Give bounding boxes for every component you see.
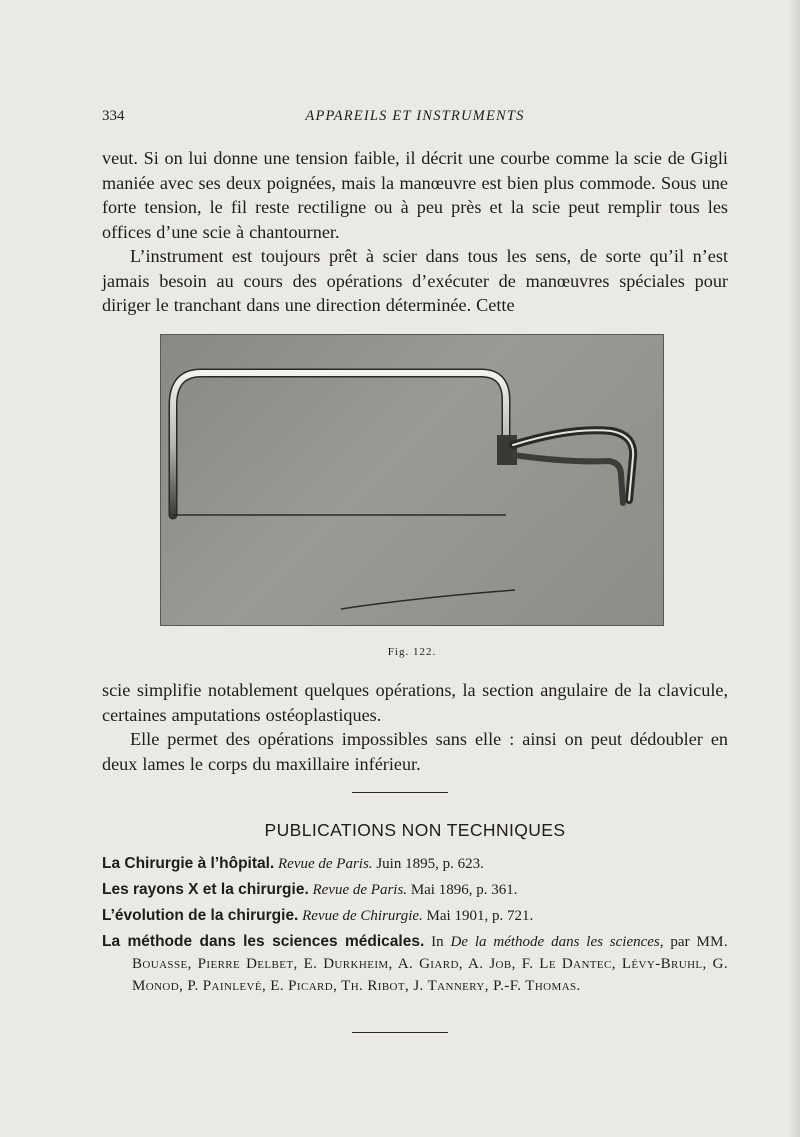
publication-item <box>102 931 728 997</box>
publication-title: L’évolution de la chirurgie. <box>102 907 299 924</box>
publication-details: Mai 1896, p. 361. <box>410 882 518 898</box>
publications-list <box>102 853 728 1001</box>
page-header <box>102 108 728 128</box>
section-title: PUBLICATIONS NON TECHNIQUES <box>264 820 566 840</box>
publication-details: Juin 1895, p. 623. <box>376 856 484 872</box>
publication-item <box>102 853 728 875</box>
page-number: 334 <box>102 108 125 124</box>
hacksaw-illustration <box>161 335 665 627</box>
publication-book: De la méthode dans les sciences, <box>450 934 664 950</box>
saw-connector <box>497 435 517 465</box>
paragraph-1: veut. Si on lui donne une tension faible, il décrit une courbe comme la scie de Gigli maniée avec ses deux poignées, mais la manœuvre est bien plus commode. Sous une forte tension, le fil reste rectiligne ou à peu près et la scie peut remplir tous les offices d’une scie à chantourner. <box>102 148 728 242</box>
publication-journal: Revue de Paris. <box>312 882 408 898</box>
divider-rule <box>352 792 448 793</box>
publication-journal: Revue de Paris. <box>278 856 373 872</box>
publication-title: Les rayons X et la chirurgie. <box>102 881 309 898</box>
saw-frame <box>173 373 506 515</box>
publication-title: La Chirurgie à l’hôpital. <box>102 855 275 872</box>
paragraph-2: L’instrument est toujours prêt à scier dans tous les sens, de sorte qu’il n’est jamais besoin au cours des opérations d’exécuter de manœuvres spéciales pour diriger le tranchant dans une direction déterminée. Cette <box>102 246 728 315</box>
publication-item <box>102 879 728 901</box>
figure-saw-photo <box>160 334 664 626</box>
publication-item <box>102 905 728 927</box>
paragraph-4: Elle permet des opérations impossibles sans elle : ainsi on peut dédoubler en deux lames le corps du maxillaire inférieur. <box>102 729 728 774</box>
publication-journal: Revue de Chirurgie. <box>302 908 423 924</box>
page-edge-shadow <box>788 0 800 1137</box>
publication-title: La méthode dans les sciences médicales. <box>102 933 425 950</box>
figure-caption: Fig. 122. <box>387 646 437 658</box>
publication-prefix: In <box>431 934 444 950</box>
spare-wire <box>341 590 515 609</box>
publication-par: par <box>670 934 690 950</box>
saw-handle-lower <box>513 455 623 503</box>
running-title: APPAREILS ET INSTRUMENTS <box>305 108 525 124</box>
paragraph-3: scie simplifie notablement quelques opérations, la section angulaire de la clavicule, certaines amputations ostéoplastiques. <box>102 680 728 725</box>
saw-frame-highlight <box>173 373 506 515</box>
publication-details: Mai 1901, p. 721. <box>426 908 534 924</box>
publication-authors: MM. Bouasse, Pierre Delbet, E. Durkheim, A. Giard, A. Job, F. Le Dantec, Lévy-Bruhl, G. Monod, P. Painlevé, E. Picard, Th. Ribot, J. Tannery, P.-F. Thomas. <box>132 934 729 994</box>
end-rule <box>352 1032 448 1033</box>
